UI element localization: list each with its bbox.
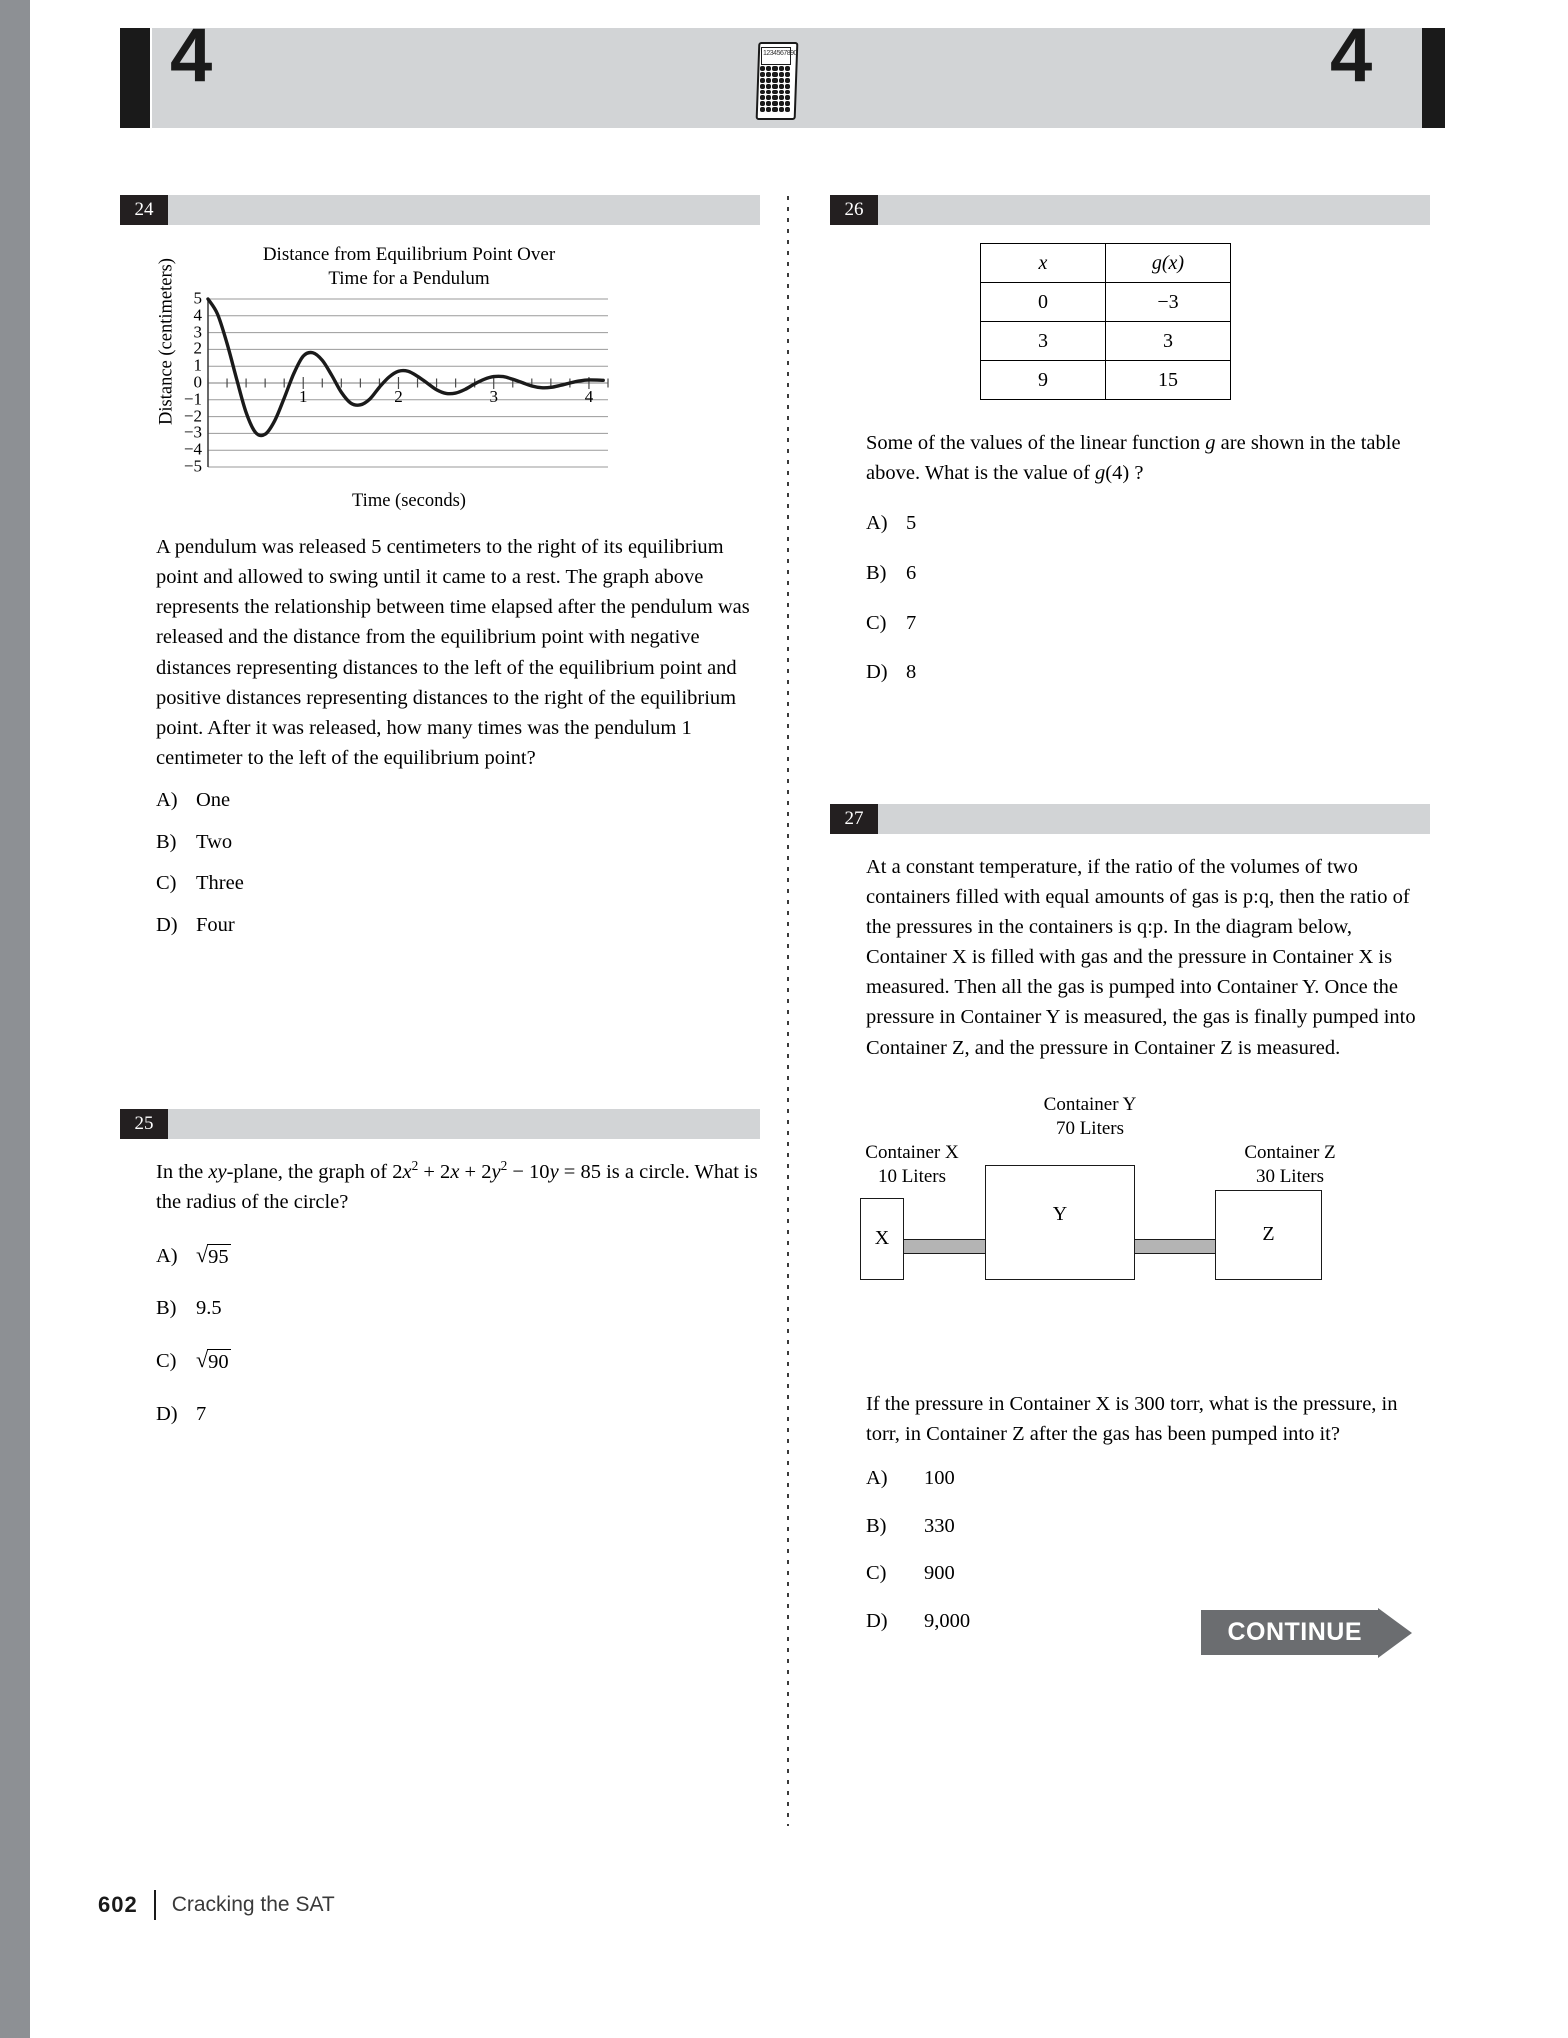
choice-value: 6 — [906, 561, 917, 584]
question-25-choices — [156, 1243, 760, 1428]
chart-svg — [208, 299, 608, 467]
continue-arrow-icon — [1378, 1608, 1412, 1658]
chart-y-tick-label: 3 — [193, 322, 202, 342]
container-diagram — [830, 1093, 1430, 1363]
question-27-prompt-top: At a constant temperature, if the ratio of the volumes of two containers filled with equal amounts of gas is p:q, then the ratio of the pressures in the containers is q:p. In the diagram below, Container X is filled with gas and the pressure in Container X is measured. Then all the gas is pumped into Container Y. Once the pressure in Container Y is measured, the gas is finally pumped into Container Z, and the pressure in Container Z is measured. — [866, 855, 1416, 1059]
table-cell: 3 — [981, 322, 1106, 361]
question-24-prompt: A pendulum was released 5 centimeters to the right of its equilibrium point and allowed to swing until it came to a rest. The graph above represents the relationship between time elapsed after the pendulum was released and the distance from the equilibrium point with negative distances representing distances to the left of the equilibrium point and positive distances representing distances to the right of the equilibrium point. After it was released, how many times was the pendulum 1 centimeter to the left of the equilibrium point? — [156, 536, 750, 769]
choice-label: A) — [866, 512, 888, 535]
choice-value: Two — [196, 830, 233, 853]
choice-option[interactable] — [156, 1348, 760, 1375]
container-y-box: Y — [985, 1165, 1135, 1280]
chart-y-tick-label: 5 — [193, 288, 202, 308]
choice-label: A) — [156, 789, 178, 811]
column-divider — [787, 196, 789, 1826]
chart-y-tick-label: 2 — [193, 338, 202, 358]
chart-x-tick-label: 4 — [584, 387, 594, 406]
right-column — [830, 195, 1430, 1650]
function-value-table — [980, 243, 1231, 400]
table-header-cell: x — [981, 244, 1106, 283]
question-24-choices — [156, 787, 760, 939]
chart-y-tick-label: −4 — [183, 439, 202, 459]
choice-value: 5 — [906, 512, 917, 535]
question-25-prompt: In the xy-plane, the graph of $2x^2 + 2x + 2y^2 - 10y = 85$ is a circle. What is the radius of the circle? — [156, 1157, 758, 1213]
question-27-header — [830, 804, 1430, 834]
table-header-cell: g(x) — [1106, 244, 1231, 283]
chart-y-tick-label: −2 — [183, 406, 202, 426]
choice-value: 900 — [924, 1562, 955, 1585]
choice-label: C) — [866, 1562, 887, 1585]
section-number-left: 4 — [170, 13, 213, 98]
container-x-label: Container X 10 Liters — [865, 1141, 959, 1188]
book-title: Cracking the SAT — [171, 1893, 335, 1916]
chart-y-tick-label: 1 — [193, 355, 202, 375]
question-26-choices — [866, 510, 1430, 686]
choice-label: B) — [866, 1514, 887, 1537]
question-27-prompt-bottom: If the pressure in Container X is 300 torr, what is the pressure, in torr, in Container Z after the gas has been pumped into it? — [866, 1392, 1398, 1445]
section-number-right: 4 — [1330, 13, 1373, 98]
continue-label: CONTINUE — [1201, 1610, 1378, 1655]
footer-divider — [154, 1890, 156, 1920]
choice-value: 330 — [924, 1514, 955, 1537]
choice-option[interactable] — [156, 912, 760, 939]
pendulum-chart — [134, 243, 634, 511]
chart-x-tick-label: 2 — [394, 387, 403, 406]
table-cell: 9 — [981, 361, 1106, 400]
chart-y-tick-label: −3 — [183, 422, 202, 442]
choice-value: √ 90 — [196, 1347, 229, 1374]
choice-option[interactable] — [156, 1243, 760, 1270]
choice-label: C) — [156, 872, 177, 895]
choice-label: A) — [156, 1244, 178, 1267]
chart-y-tick-label: −1 — [183, 389, 202, 409]
table-row — [981, 244, 1231, 283]
page-edge-bar — [0, 0, 30, 2038]
choice-label: C) — [156, 1350, 177, 1373]
choice-option[interactable] — [866, 560, 1430, 587]
chart-title: Distance from Equilibrium Point Over Time for a Pendulum — [262, 244, 556, 289]
table-row — [981, 322, 1231, 361]
table-row — [981, 283, 1231, 322]
page-number: 602 — [98, 1892, 138, 1917]
choice-label: A) — [866, 1466, 888, 1489]
choice-option[interactable] — [866, 659, 1430, 686]
choice-option[interactable] — [156, 829, 760, 856]
chart-x-tick-label: 1 — [298, 387, 308, 406]
table-cell: −3 — [1106, 283, 1231, 322]
chart-x-tick-label: 3 — [489, 387, 498, 406]
chart-y-tick-label: 0 — [193, 372, 202, 392]
choice-value: 8 — [906, 661, 917, 684]
choice-label: D) — [866, 661, 888, 684]
choice-label: B) — [156, 830, 177, 853]
calculator-icon — [755, 42, 797, 118]
table-row — [981, 361, 1231, 400]
tube-y-to-z — [1122, 1239, 1222, 1254]
chart-y-axis-label: Distance (centimeters) — [156, 258, 177, 425]
choice-label: B) — [866, 561, 887, 584]
choice-label: C) — [866, 611, 887, 634]
choice-label: B) — [156, 1297, 177, 1320]
question-number: 24 — [120, 195, 168, 225]
chart-y-tick-label: 4 — [193, 305, 202, 325]
chart-x-axis-label: Time (seconds) — [352, 491, 466, 511]
choice-value: 7 — [196, 1402, 207, 1425]
choice-value: 100 — [924, 1466, 955, 1489]
chart-plot-area — [183, 288, 608, 476]
question-number: 27 — [830, 804, 878, 834]
table-cell: 0 — [981, 283, 1106, 322]
choice-option[interactable] — [156, 1295, 760, 1322]
choice-value: 9,000 — [924, 1609, 971, 1632]
left-column — [120, 195, 760, 1442]
choice-label: D) — [866, 1609, 888, 1632]
container-z-box: Z — [1215, 1190, 1322, 1280]
question-26-header — [830, 195, 1430, 225]
choice-value: Four — [196, 913, 235, 936]
container-z-label: Container Z 30 Liters — [1244, 1141, 1336, 1188]
choice-option[interactable] — [156, 787, 760, 814]
container-x-box: X — [860, 1198, 904, 1280]
choice-option[interactable] — [156, 1401, 760, 1428]
question-25-header — [120, 1109, 760, 1139]
choice-option[interactable] — [866, 1560, 1430, 1587]
question-number: 25 — [120, 1109, 168, 1139]
continue-button[interactable] — [1201, 1608, 1412, 1658]
choice-option[interactable] — [866, 1513, 1430, 1540]
choice-value: One — [196, 789, 231, 811]
question-number: 26 — [830, 195, 878, 225]
choice-option[interactable] — [866, 610, 1430, 637]
choice-label: D) — [156, 1402, 178, 1425]
choice-value: Three — [196, 872, 244, 895]
choice-label: D) — [156, 913, 178, 936]
question-26-prompt: Some of the values of the linear function g are shown in the table above. What is the value of g(4) ? — [866, 432, 1401, 485]
table-cell: 3 — [1106, 322, 1231, 361]
tube-x-to-y — [892, 1239, 992, 1254]
choice-option[interactable] — [156, 870, 760, 897]
choice-value: 7 — [906, 611, 917, 634]
container-y-label: Container Y 70 Liters — [1043, 1093, 1137, 1140]
choice-value: √ 95 — [196, 1241, 229, 1268]
choice-value: 9.5 — [196, 1297, 222, 1320]
chart-data-line — [208, 299, 603, 436]
question-24-header — [120, 195, 760, 225]
calculator-screen-text: 1234567890 — [763, 50, 797, 57]
choice-option[interactable] — [866, 510, 1430, 537]
page-footer — [98, 1890, 335, 1920]
table-cell: 15 — [1106, 361, 1231, 400]
chart-y-tick-label: −5 — [183, 456, 202, 476]
choice-option[interactable] — [866, 1465, 1430, 1492]
